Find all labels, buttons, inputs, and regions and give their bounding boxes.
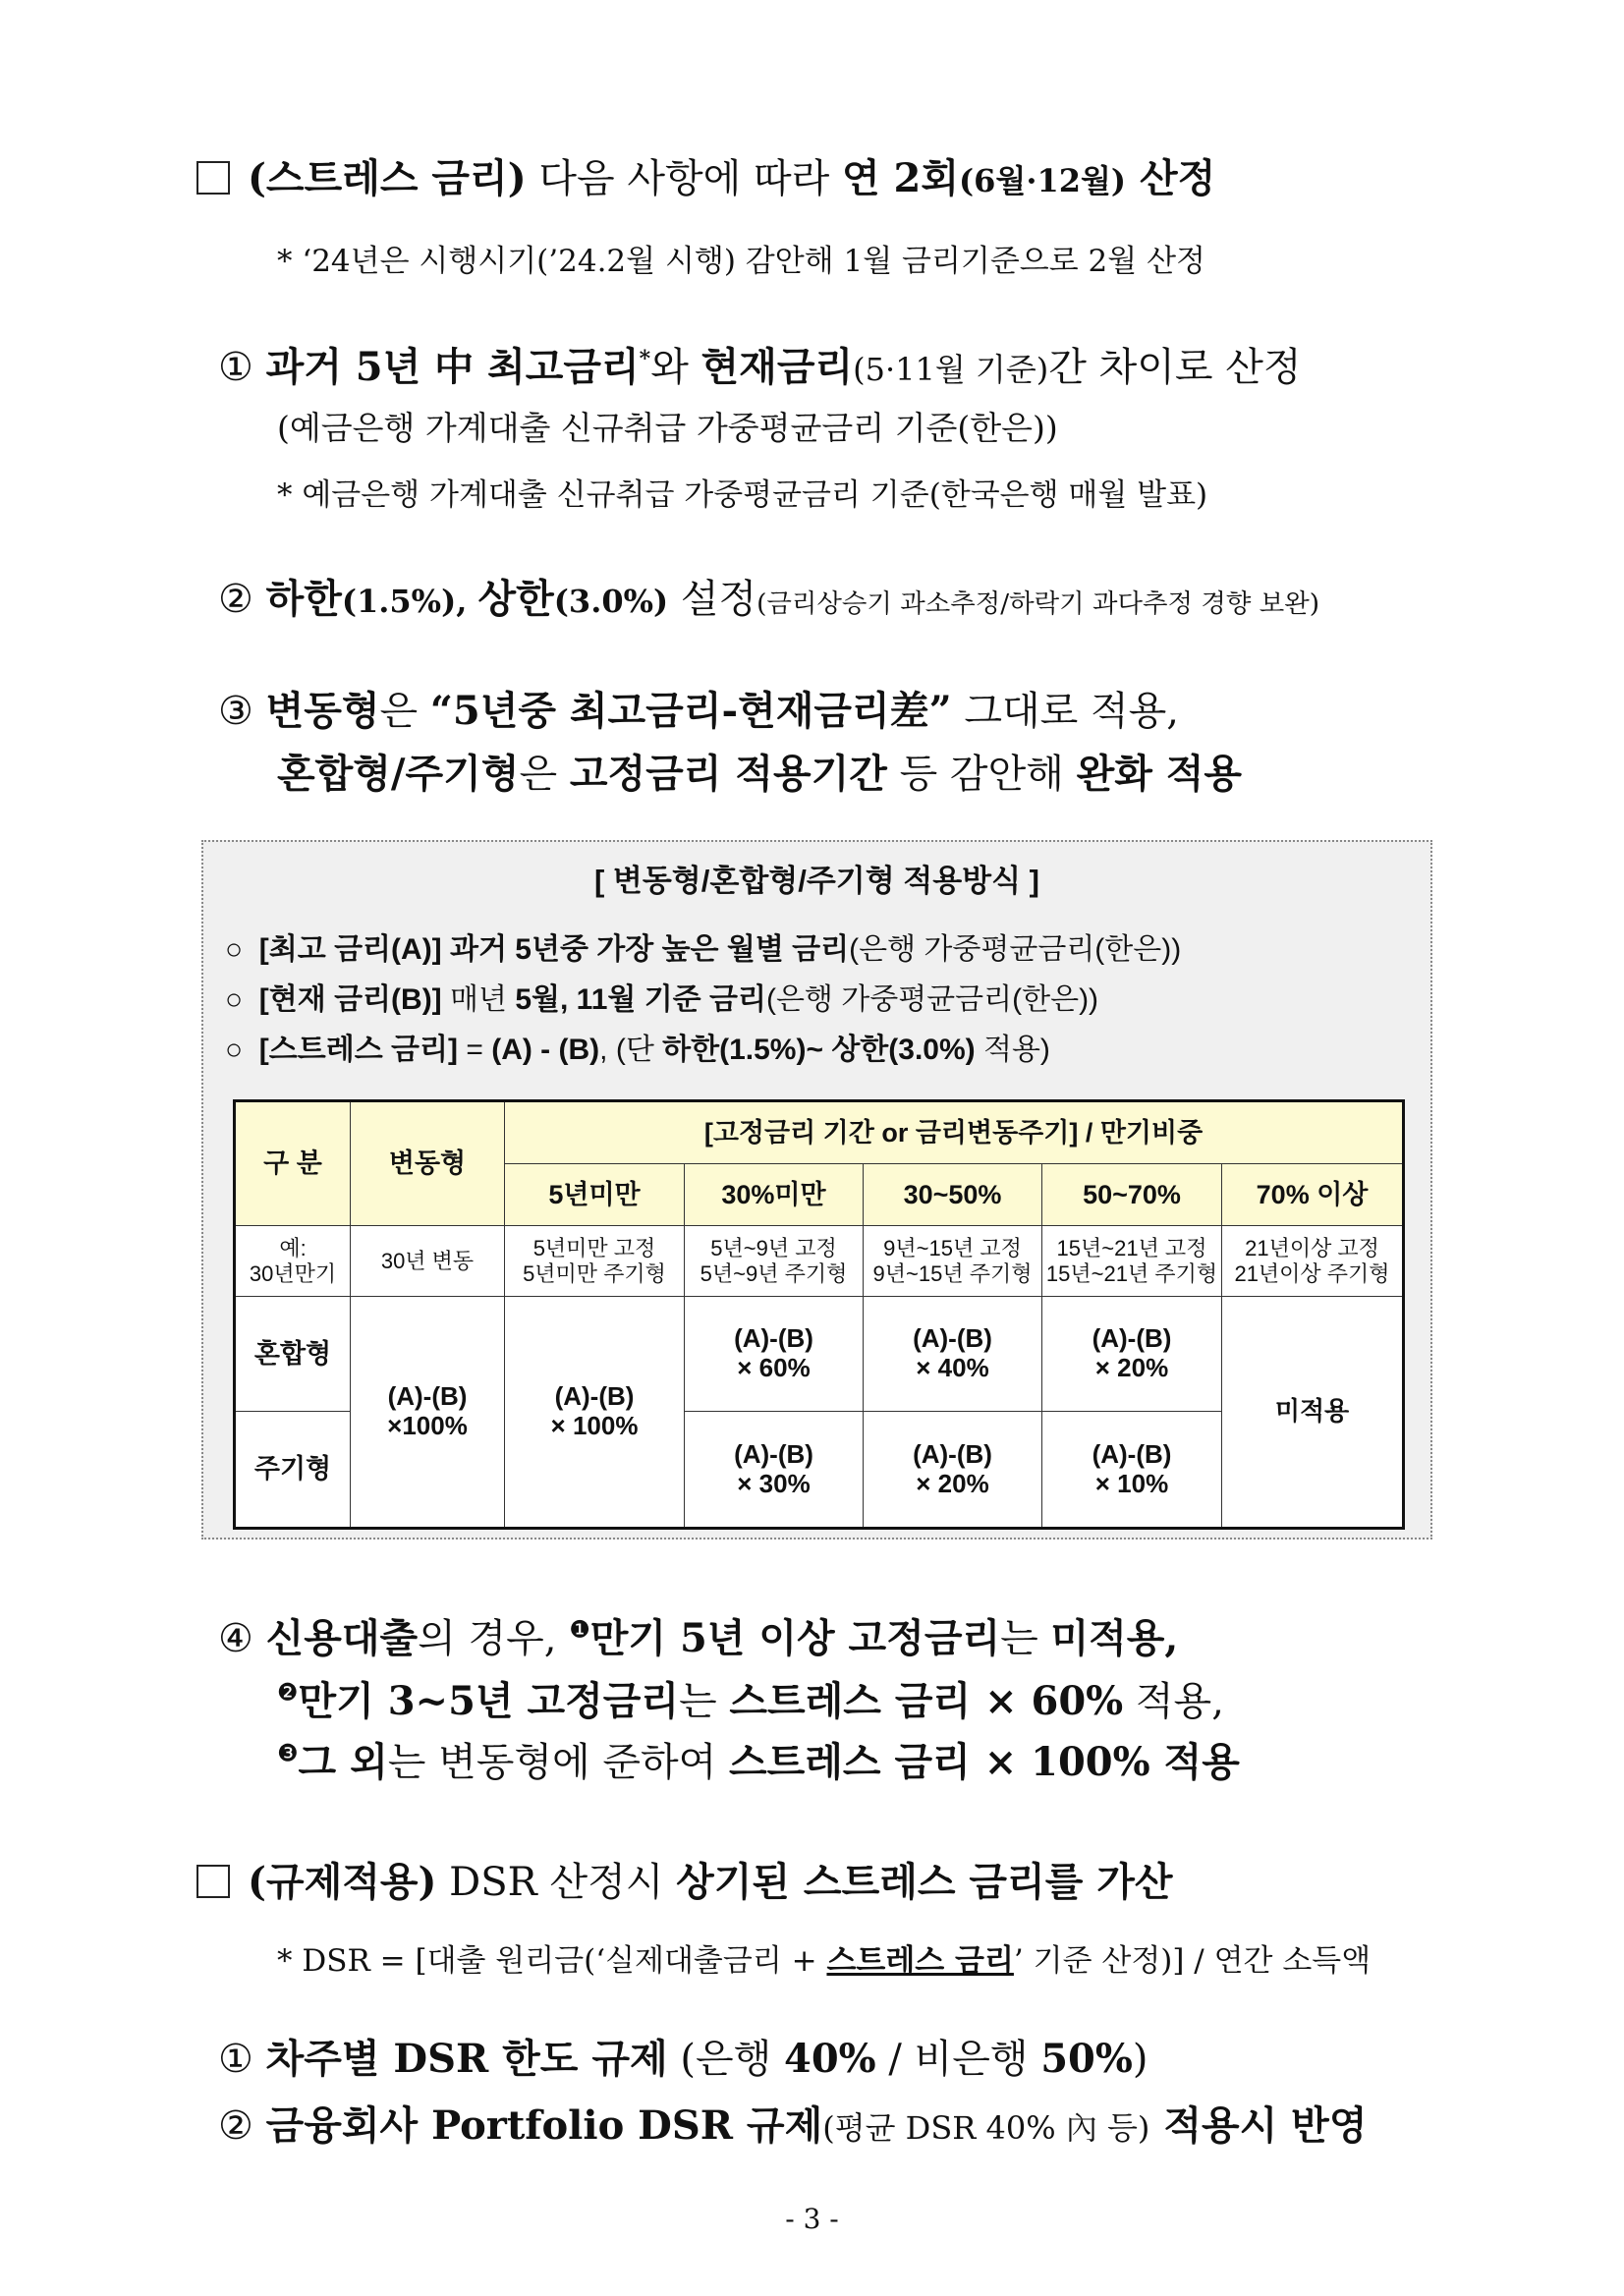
- row-header-mixed: 혼합형: [235, 1297, 351, 1412]
- header-gubun: 구 분: [235, 1101, 351, 1226]
- item-dsr-limit: ① 차주별 DSR 한도 규제 (은행 40% / 비은행 50%): [218, 2036, 1148, 2082]
- box-bullet-stress-rate: ○ [스트레스 금리] = (A) - (B), (단 하한(1.5%)~ 상한(3.0%) 적용): [225, 1034, 1050, 1066]
- header-col: 30~50%: [864, 1164, 1042, 1225]
- application-table: [233, 1099, 1405, 1530]
- header-col: 50~70%: [1042, 1164, 1222, 1225]
- mixed-value: (A)-(B) × 20%: [1042, 1297, 1222, 1412]
- periodic-value: (A)-(B) × 10%: [1042, 1412, 1222, 1529]
- section-regulation-note: * DSR = [대출 원리금(‘실제대출금리 + 스트레스 금리’ 기준 산정)] / 연간 소득액: [277, 1943, 1372, 1979]
- periodic-value: (A)-(B) × 20%: [864, 1412, 1042, 1529]
- row-header-periodic: 주기형: [235, 1412, 351, 1529]
- box-bullet-current-rate: ○ [현재 금리(B)] 매년 5월, 11월 기준 금리(은행 가중평균금리(한은)): [225, 983, 1099, 1016]
- item-3-line-1: ③ 변동형은 “5년중 최고금리-현재금리差” 그대로 적용,: [218, 688, 1179, 734]
- item-4-line-1: ④ 신용대출의 경우, $^❶$만기 5년 이상 고정금리는 미적용,: [218, 1615, 1179, 1661]
- section-stress-rate-note: * ‘24년은 시행시기(’24.2월 시행) 감안해 1월 금리기준으로 2월 산정: [277, 244, 1205, 279]
- item-1-note: * 예금은행 가계대출 신규취급 가중평균금리 기준(한국은행 매월 발표): [277, 477, 1208, 513]
- section-regulation-heading: (규제적용) DSR 산정시 상기된 스트레스 금리를 가산: [196, 1851, 1173, 1907]
- item-4-line-3: $^❸$그 외는 변동형에 준하여 스트레스 금리 × 100% 적용: [277, 1739, 1240, 1785]
- example-cell: 21년이상 고정 21년이상 주기형: [1222, 1225, 1404, 1297]
- item-1-line: ① 과거 5년 中 최고금리*와 현재금리(5·11월 기준)간 차이로 산정: [218, 344, 1302, 390]
- not-applied-value: 미적용: [1222, 1297, 1404, 1529]
- header-col: 70% 이상: [1222, 1164, 1404, 1225]
- mixed-value: (A)-(B) × 60%: [685, 1297, 864, 1412]
- example-cell: 5년미만 고정 5년미만 주기형: [505, 1225, 685, 1297]
- section-stress-rate-heading: (스트레스 금리) 다음 사항에 따라 연 2회(6월·12월) 산정: [196, 147, 1215, 203]
- checkbox-square-icon: [196, 1865, 230, 1898]
- mixed-value: (A)-(B) × 40%: [864, 1297, 1042, 1412]
- header-col: 30%미만: [685, 1164, 864, 1225]
- item-1-sub: (예금은행 가계대출 신규취급 가중평균금리 기준(한은)): [277, 409, 1058, 447]
- item-portfolio-dsr: ② 금융회사 Portfolio DSR 규제(평균 DSR 40% 內 등) 적용시 반영: [218, 2102, 1368, 2149]
- header-fixed-period-group: [고정금리 기간 or 금리변동주기] / 만기비중: [505, 1101, 1404, 1164]
- checkbox-square-icon: [196, 161, 230, 195]
- under-5y-value: (A)-(B) × 100%: [505, 1297, 685, 1529]
- item-3-line-2: 혼합형/주기형은 고정금리 적용기간 등 감안해 완화 적용: [277, 751, 1243, 797]
- application-method-box: [201, 840, 1432, 1540]
- example-label: 예: 30년만기: [235, 1225, 351, 1297]
- header-variable: 변동형: [351, 1101, 505, 1226]
- header-col: 5년미만: [505, 1164, 685, 1225]
- box-title: [ 변동형/혼합형/주기형 적용방식 ]: [593, 864, 1039, 898]
- item-4-line-2: $^❷$만기 3~5년 고정금리는 스트레스 금리 × 60% 적용,: [277, 1678, 1224, 1724]
- variable-value: (A)-(B) ×100%: [351, 1297, 505, 1529]
- example-cell: 5년~9년 고정 5년~9년 주기형: [685, 1225, 864, 1297]
- example-variable: 30년 변동: [351, 1225, 505, 1297]
- box-bullet-max-rate: ○ [최고 금리(A)] 과거 5년중 가장 높은 월별 금리(은행 가중평균금리(한은)): [225, 933, 1182, 966]
- item-2-line: ② 하한(1.5%), 상한(3.0%) 설정(금리상승기 과소추정/하락기 과다추정 경향 보완): [218, 576, 1320, 622]
- periodic-value: (A)-(B) × 30%: [685, 1412, 864, 1529]
- example-cell: 9년~15년 고정 9년~15년 주기형: [864, 1225, 1042, 1297]
- example-cell: 15년~21년 고정 15년~21년 주기형: [1042, 1225, 1222, 1297]
- page-number: - 3 -: [785, 2203, 839, 2235]
